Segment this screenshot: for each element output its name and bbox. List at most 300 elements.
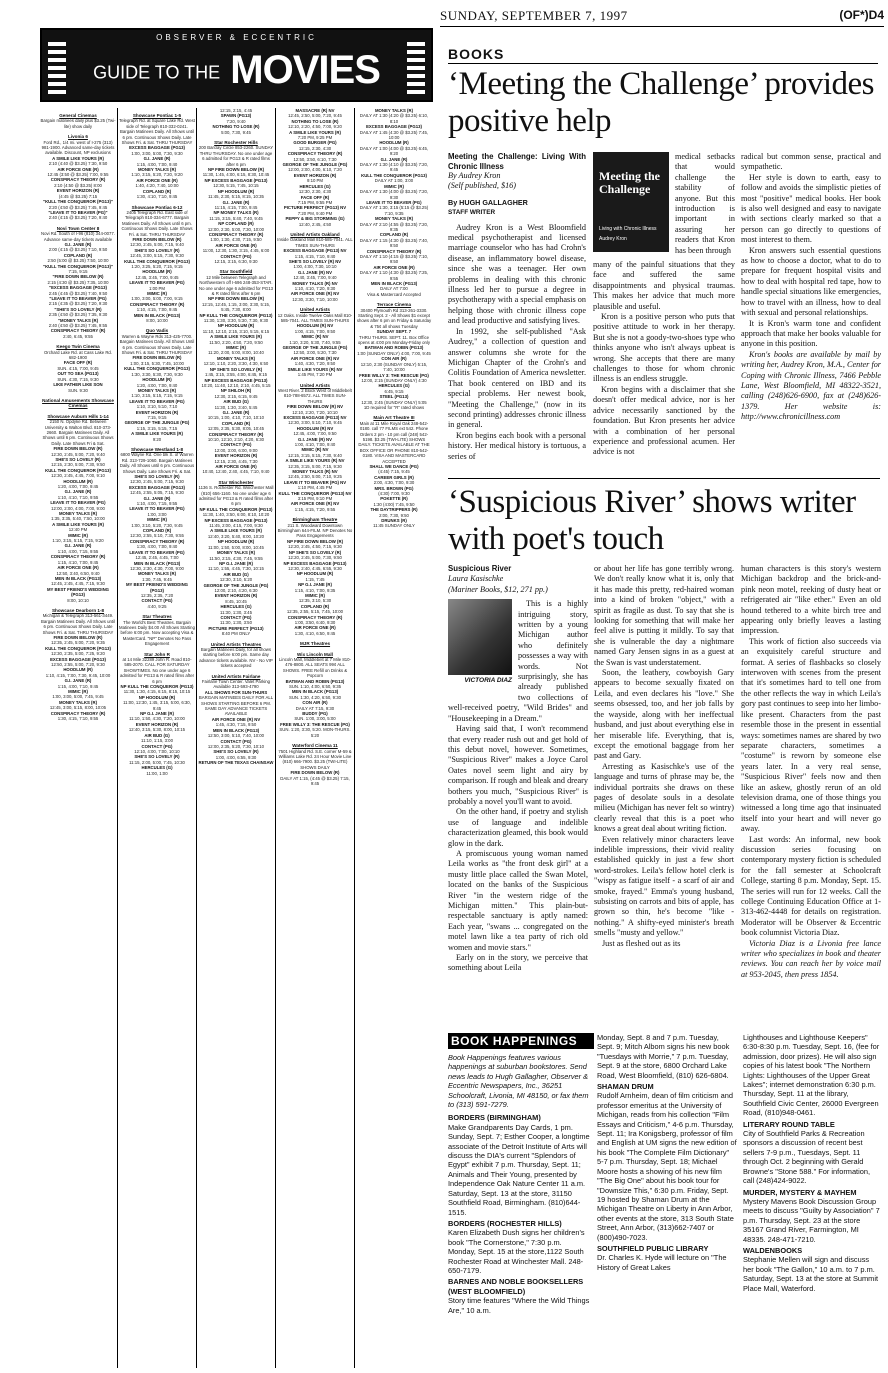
showtimes: 2:15 (4:35 @ $3.25) 7:20, 9:30	[48, 301, 108, 307]
cover-title: Meeting the Challenge	[599, 169, 660, 196]
listing-entry	[119, 517, 195, 528]
theater-name: Livonia 6	[68, 134, 88, 140]
showtimes: DAILY AT 1:30, 3:15 (5:15 @ $3.25) 7:10, 9:35	[359, 205, 429, 216]
showtimes: 11:30, 1:40, 3:50, 6:00, 8:10, 10:20	[202, 512, 270, 518]
film-title: MIMIC (R)	[68, 532, 88, 538]
listing-entry	[198, 480, 274, 507]
film-title: EVENT HORIZON (R)	[214, 453, 258, 459]
listing-entry	[119, 539, 195, 550]
showtimes: Bargain Matinees Daily, for all shows starting before 6:00 pm. Same day advance tickets available. NV - No VIP tickets accepted	[199, 647, 273, 669]
showtimes: 1:00, 3:00, 5:00, 7:30, 9:30	[131, 150, 183, 156]
listing-entry	[198, 561, 274, 572]
listing-entry	[277, 743, 353, 770]
listing-entry	[198, 760, 274, 765]
theater-name: Keego Twin Cinema	[56, 344, 100, 350]
listing-entry	[40, 285, 116, 296]
film-title: MIMIC (R)	[68, 689, 88, 695]
showtimes: 12:30, 2:30, 4:30	[298, 189, 332, 195]
film-title: EXCESS BAGGAGE (PG13)	[129, 484, 185, 490]
film-title: CONSPIRACY THEORY (R)	[129, 301, 185, 307]
film-title: NP EXCESS BAGGAGE (PG13)	[204, 517, 268, 523]
listing-entry	[198, 690, 274, 717]
paragraph: It is Kron's warm tone and confident approach that make her books valuable for anyone in this position.	[741, 318, 881, 349]
movie-guide	[40, 28, 433, 1368]
showtimes: 12:30, 2:45, 5:00, 7:20, 9:40	[51, 451, 105, 457]
listing-entry	[119, 313, 195, 324]
film-title: GEORGE OF THE JUNGLE (PG)	[282, 162, 348, 168]
happenings-list	[597, 1033, 737, 1272]
listing-entry	[198, 221, 274, 232]
showtimes: 7:20 PM, 9:40 PM	[297, 210, 333, 216]
film-title: FIRE DOWN BELOW (R)	[132, 355, 182, 361]
listing-entry	[356, 394, 432, 405]
listing-entry	[40, 543, 116, 554]
showtimes: 1:30, 4:10, 7:10, 9:45	[136, 194, 178, 200]
happening-venue: WALDENBOOKS	[743, 1245, 803, 1255]
paragraph: A promiscuous young woman named Leila works as "the front desk girl" at a musty little place called the Swan Motel, located on the banks of the Suspicious River "in the western ridge of the Michigan mitten." This plain-but-respectable sanctuary is aptly named: Each year, "swans ... congregated on the motel lawn like a tea party of rich old women and movie stars."	[448, 848, 588, 952]
film-title: "MONEY TALKS (R)	[57, 317, 99, 323]
listing-entry	[356, 518, 432, 529]
film-title: MIMIC (R) NV	[301, 334, 329, 340]
showtimes: 1:00, 1:30, 4:30, 7:15, 9:50	[210, 237, 262, 243]
banner-title	[42, 44, 431, 98]
showtimes: 12:30, 2:30, 4:30, 7:00, 9:00	[130, 565, 184, 571]
film-title: MEN IN BLACK (PG13)	[370, 281, 418, 286]
listing-entry	[198, 243, 274, 254]
film-title: NP SHILOH (R)	[220, 388, 252, 394]
film-title: GOOD BURGER (PG)	[293, 140, 337, 146]
showtimes: 12:30, 3:10, 5:20	[219, 577, 253, 583]
listing-entry	[356, 249, 432, 265]
showtimes: 12:45, 3:00, 5:15, 8:00, 10:05	[49, 705, 107, 711]
film-title: EXCESS BAGGAGE (PG13)	[50, 656, 106, 662]
listing-entry	[277, 108, 353, 119]
listing-entry	[119, 113, 195, 145]
film-title: COPLAND (R)	[142, 528, 172, 534]
film-title: NP HOODLUM (R)	[217, 539, 255, 545]
showtimes: The World's Best Theatres. Bargain Matinees Daily $4.00 All Shows Starting before 6:00 pm. Now accepting Visa & MasterCard. "NP" Denotes No Pass Engagement	[119, 619, 195, 647]
film-title: "KULL THE CONQUEROR (PG13)"	[43, 199, 113, 205]
film-title: MEN IN BLACK (PG13)	[133, 560, 181, 566]
film-title: CONTACT (PG)	[141, 598, 173, 604]
showtimes: 6:45, 9:15	[384, 388, 404, 394]
film-title: MONEY TALKS (R)	[58, 699, 98, 705]
paragraph: Audrey Kron is a West Bloomfield medical psychotherapist and licensed marriage counselor who has had Crohn's disease, an inflammatory bowel disease, since she was a teenager. Her own problems in dealing with this chronic illness led her to pursue a degree in psychotherapy with a special emphasis on helping those with chronic illness cope and lead productive and satisfying lives.	[448, 222, 586, 326]
film-title: AIR BUD (G)	[223, 571, 249, 577]
listing-entry	[198, 749, 274, 760]
showtimes: 1:00, 3:00	[147, 511, 167, 517]
film-title: "FIRE DOWN BELOW (R)	[52, 274, 104, 280]
listing-entry	[40, 177, 116, 188]
listing-entry	[198, 518, 274, 529]
listing-entry	[277, 458, 353, 469]
listing-entry	[198, 399, 274, 410]
film-title: MIMIC (R)	[226, 345, 246, 351]
showtimes: 1:10, 4:00, 7:15, 9:55	[57, 548, 99, 554]
paragraph: Kron begins with a disclaimer that she doesn't offer medical advice, nor is her advice necessarily sanctioned by the foundation. But Kron presents her advice with a combination of her personal experience and professional acumen. Her advice is not	[593, 384, 735, 457]
listing-entry	[40, 479, 116, 490]
article-rule	[448, 478, 880, 479]
listing-entry	[40, 274, 116, 285]
column-divider	[117, 108, 118, 1368]
showtimes: 1:10, 4:10, 7:10, 9:55	[57, 494, 99, 500]
film-title: LEAVE IT TO BEAVER (PG)	[129, 398, 185, 404]
showtimes: SUN. 4:15, 7:00, 9:45	[57, 365, 99, 371]
film-title: AIR FORCE ONE (R) NV	[290, 355, 340, 361]
theater-name: Showcase Dearborn 1-8	[51, 607, 105, 613]
showtimes: 11:10, 1:15, 3:00	[141, 738, 173, 744]
listing-entry	[198, 167, 274, 178]
listing-entry	[277, 447, 353, 458]
listing-entry	[40, 533, 116, 544]
showtimes: DAILY AT 1:00 (4:00 @ $3.25) 6:45, 9:20	[359, 145, 429, 157]
film-title: CAREER GIRLS (R)	[374, 474, 414, 480]
listing-entry	[119, 167, 195, 178]
showtimes: (4:45 @ $3.25) 7:15	[58, 193, 98, 199]
showtimes: 2:45 (4:45 @ $3.25) 7:40, 9:50	[48, 290, 108, 296]
film-title: OUT TO SEA (PG13)	[57, 371, 99, 377]
showtimes: 2:40 (4:15 @ $3.25) 7:20, 9:40	[48, 215, 108, 221]
listing-entry	[277, 582, 353, 593]
showtimes: 11:10, 12:10, 2:15, 3:10, 5:15, 6:15	[202, 328, 270, 334]
listing-entry	[356, 173, 432, 184]
paragraph: radical but common sense, practical and sympathetic.	[741, 152, 881, 172]
film-title: MEN IN BLACK (PG13)	[133, 312, 181, 318]
listing-entry	[119, 474, 195, 485]
film-title: CONTACT (PG)	[220, 738, 252, 744]
listing-entry	[198, 296, 274, 312]
showtimes: 12:50, 3:00, 5:20, 7:30	[293, 350, 337, 356]
listing-entry	[40, 307, 116, 318]
showtimes: 11:30, 1:30, 3:30, 5:30, 7:30, 9:30	[203, 318, 269, 324]
showtimes: 1:30 (4:00) 7:45, 9:50	[373, 501, 415, 507]
listing-entry	[356, 265, 432, 281]
showtimes: SUN. 9:30	[68, 387, 88, 393]
film-title: EVENT HORIZON (R)	[135, 409, 179, 415]
film-title: NP MONEY TALKS (R)	[213, 210, 259, 216]
film-title: SHE'S SO LOVELY (R)	[55, 456, 101, 462]
theater-name: National Amusements Showcase Cinemas	[42, 397, 114, 409]
film-title: NP KULL THE CONQUEROR (PG13)	[199, 506, 273, 512]
listing-entry	[277, 270, 353, 281]
theater-name: United Artists	[300, 307, 330, 313]
listing-entry	[40, 554, 116, 565]
listing-entry	[40, 711, 116, 722]
showtimes: 1:40, 4:20, 7:40, 10:00	[135, 183, 179, 189]
meeting-byline: By HUGH GALLAGHER	[448, 197, 528, 207]
paragraph: medical setbacks that would challenge the stability of anyone. But this introduction is important in assuring her readers that Kron has been through	[675, 152, 735, 255]
listing-entry	[198, 356, 274, 367]
film-title: CONTACT (PG)	[220, 442, 252, 448]
showtimes: 12:00, 2:15 (SUNDAY ONLY) 4:30	[361, 377, 427, 383]
showtimes: SUN. 1:10, 4:00, 6:50, 9:35	[288, 684, 342, 690]
listing-entry	[198, 210, 274, 221]
theater-name: United Artists Fairlane	[211, 673, 261, 679]
listing-entry	[198, 642, 274, 669]
suspicious-book-title: Suspicious River	[448, 564, 512, 573]
film-title: MEN IN BLACK (PG13)	[212, 727, 260, 733]
listing-entry	[40, 188, 116, 199]
film-title: G.I. JANE (R)	[222, 409, 250, 415]
listing-entry	[40, 210, 116, 221]
film-title: MIMIC (R) NV	[301, 447, 329, 453]
listing-entry	[198, 728, 274, 739]
showtimes: 2405 Telegraph Rd. East side of Telegraph 810-334-6777. Bargain Matinees Daily. All Shows until 6 pm. Continuous Shows Daily. Late Shows Fri. & Sat. THRU THURSDAY	[121, 209, 193, 237]
showtimes: DAILY AT 1:15, (4:45 @ $3.25) 7:15, 9:45	[280, 775, 350, 786]
happenings-col-2	[597, 1033, 737, 1369]
film-title: LEAVE IT TO BEAVER (PG) NV	[283, 479, 347, 485]
showtimes: 1:45 PM, 7:20 PM	[297, 372, 333, 378]
showtimes: 1:15, 7:45	[305, 576, 325, 582]
showtimes: 1:30, 3:30, 5:30, 7:30, 9:30	[131, 371, 183, 377]
showtimes: 1:40, 4:30, 7:20, 9:50	[294, 361, 336, 367]
showtimes: 1:15, 4:10, 7:00, 9:35	[294, 587, 336, 593]
showtimes: 1:20, 3:25, 5:20, 7:15, 9:15	[131, 263, 183, 269]
showtimes: 12:30, 3:15, 6:15, 9:45	[214, 393, 258, 399]
listing-entry	[40, 264, 116, 275]
film-title: KULL THE CONQUEROR (PG13) NV	[278, 490, 352, 496]
film-title: CONSPIRACY THEORY (R)	[208, 431, 264, 437]
listing-entry	[277, 140, 353, 151]
listing-entry	[119, 652, 195, 684]
listing-entry	[198, 113, 274, 124]
showtimes: 12:45, 2:45, 4:45, 7:00	[135, 555, 179, 561]
showtimes: 6800 Wayne Rd. One blk S. of Warren Rd. 313-729-1060. Bargain Matinees Daily. All Shows until 6 pm. Continuous Shows Daily. Late Shows Fri. & Sat.	[119, 452, 195, 474]
film-title: AIR FORCE ONE (R) NV	[290, 501, 340, 507]
paragraph: Early on in the story, we perceive that something about Leila	[448, 953, 588, 973]
listing-entry	[277, 195, 353, 206]
film-title: SHE'S SO LOVELY (R) NV	[288, 258, 342, 264]
showtimes: 12:45, 2:50, 5:00, 7:20, 9:45	[288, 113, 342, 119]
film-title: NP COPLAND (R)	[218, 221, 254, 227]
listing-entry	[40, 318, 116, 329]
showtimes: 11:30, 1:30, 3:40, 5:45	[214, 404, 258, 410]
film-title: FACE OFF (R)	[63, 360, 93, 366]
page-number: (OF*)D4	[839, 8, 884, 22]
showtimes: 12:10, 1:10, 2:20, 3:30, 4:30, 6:50	[203, 361, 269, 367]
listing-entry	[198, 583, 274, 594]
meeting-staff: STAFF WRITER	[448, 209, 496, 217]
showtimes: SUN. 1:30, 4:20, 6:50, 9:30	[288, 694, 342, 700]
film-title: NP HOODLUM (R)	[296, 571, 334, 577]
theater-name: Star Southfield	[219, 269, 253, 275]
showtimes: 9:20	[152, 436, 162, 442]
showtimes: 1:10, 4:10, 7:20, 9:30	[294, 286, 336, 291]
meeting-col-2-top	[675, 152, 735, 256]
listing-entry	[119, 447, 195, 474]
film-title: G.I. JANE (R)	[222, 199, 250, 205]
film-title: NP KULL THE CONQUEROR (PG13)	[199, 312, 273, 318]
film-title: MEN IN BLACK (PG13)	[291, 689, 339, 695]
showtimes: 11:30, 1:30, 4:15, 6:15, 8:15, 10:15	[123, 689, 191, 695]
showtimes: 1:10, 3:10, 5:10, 7:10	[136, 404, 178, 410]
showtimes: 11:10, 1:50, 4:30, 7:20, 10:00	[129, 716, 185, 722]
film-title: AIR FORCE ONE (R) NV	[290, 291, 340, 297]
listing-entry	[198, 550, 274, 561]
listing-entry	[277, 162, 353, 173]
listing-entry	[198, 124, 274, 135]
showtimes: 12:45, 3:45, 7:00, 9:45	[135, 274, 179, 280]
suspicious-headline: ‘Suspicious River’ shows writer with poet's touch	[448, 484, 856, 557]
showtimes: 7:20, 9:40	[226, 118, 246, 124]
happening-text: Monday, Sept. 8 and 7 p.m. Tuesday, Sept. 9; Mitch Albom signs his new book "Tuesdays with Morrie," 7 p.m. Tuesday, Sept. 9 at the store, 6800 Orchard Lake Road, West Bloomfield, (810) 626-6804.	[597, 1033, 730, 1080]
paragraph: human characters is this story's western Michigan backdrop and the brick-and-pink neon motel, reeking of dusty heat or refrigerated air "like ether." Even an old hound tethered to a white birch tree and appearing only briefly leaves a lasting impression.	[741, 564, 881, 636]
listing-entry	[119, 399, 195, 410]
film-title: NP HOODLUM (R)	[217, 188, 255, 194]
happening-text: Rudolf Arnheim, dean of film criticism and professor emeritus at the University of Michigan, reads from his collection "Film Essays and Criticism," 4-6 p.m. Thursday, Sept. 11; Ira Konigsberg, professor of film and English at UM signs the new edition of his book "The Complete Film Dictionary" 5-7 p.m. Thursday, Sept. 18; Michael Moore hosts a showing of his new film "The Big One" about his book tour for "Downsize This," 6:30 p.m. Friday, Sept. 19 hosted by Shaman Drum at the Michigan Theatre on Liberty in Ann Arbor, other events at the store, 313 South State Street, Ann Arbor, (313)662-7407 or (800)490-7023.	[597, 1091, 737, 1242]
listing-entry	[119, 178, 195, 189]
listing-entry	[119, 388, 195, 399]
film-title: NP FIRE DOWN BELOW (R)	[207, 296, 264, 302]
film-title: KULL THE CONQUEROR (PG13)	[45, 467, 111, 473]
happening-text: City of Southfield Parks & Recreation sponsors a discussion of recent best sellers 7-9 p.m., Tuesdays, Sept. 11 through Oct. 2 beginning with Gerald Browne's "Stone 588." For information, call (248)424-9022.	[743, 1129, 871, 1186]
film-title: "LEAVE IT TO BEAVER (PG)	[49, 296, 107, 301]
film-title: NOTHING TO LOSE (R)	[291, 118, 339, 124]
showtimes: 9:10 PM	[306, 178, 323, 184]
showtimes: Novi Rd. South of I-96 (810) 344-0077. Advance same-day tickets available	[40, 231, 116, 242]
showtimes: SUN. 1:00, 3:00, 5:00	[294, 716, 336, 722]
film-title: EXCESS BAGGAGE (PG13)	[129, 145, 185, 151]
listing-entry	[40, 646, 116, 657]
film-title: AIR BUD (G)	[144, 732, 170, 738]
suspicious-publisher: (Mariner Books, $12, 271 pp.)	[448, 584, 548, 594]
listing-entry	[277, 345, 353, 356]
showtimes: Warren & Wayne Rds 313-425-7700. Bargain Matinees Daily. All Shows Until 6 pm. Continuous Shows Daily. Late Shows Fri. & Sat. THRU THURSDAY	[119, 333, 195, 356]
film-title: MONEY TALKS (R)	[58, 511, 98, 517]
showtimes: 5:00, 7:30, 9:45	[221, 129, 251, 135]
showtimes: 12 Oaks. Inside Twelve Oaks Mall 810-585-7041. ALL TIMES SUN-THURS	[277, 312, 353, 324]
film-title: CONSPIRACY THEORY (R)	[50, 328, 106, 334]
showtimes: 12:50, 2:55, 5:00, 7:20, 9:30	[51, 662, 105, 667]
showtimes: 7:15, 9:15	[147, 414, 167, 420]
listing-entry	[40, 414, 116, 446]
film-title: EVENT HORIZON (R)	[293, 172, 337, 178]
listing-entry	[277, 356, 353, 367]
page-date: SUNDAY, SEPTEMBER 7, 1997	[440, 8, 628, 23]
showtimes: 1:15, 4:15, 7:20, 9:55	[294, 506, 336, 512]
showtimes: 12:45, 4:00, 7:00, 9:50	[293, 431, 337, 437]
film-title: A SMILE LIKE YOURS (R)	[52, 155, 104, 161]
listing-entry	[40, 489, 116, 500]
listing-entry	[198, 739, 274, 750]
film-title: G.I. JANE (R)	[143, 495, 171, 501]
showtimes: 12:15, 2:30, 4:45, 7:30	[214, 458, 258, 464]
showtimes: 1:30, 4:10, 6:50, 9:45	[294, 630, 336, 636]
film-title: HERCULES (G)	[299, 183, 331, 189]
listing-entry	[40, 134, 116, 156]
listing-entry	[277, 291, 353, 302]
listing-entry	[198, 269, 274, 296]
listing-entry	[356, 496, 432, 507]
film-title: A SMILE LIKE YOURS (R)	[210, 528, 262, 534]
listing-entry	[277, 593, 353, 604]
paragraph: or about her life has gone terribly wrong. We don't really know what it is, only that it has made this pretty, red-haired woman into a kind of broken "object," with a spirit as fragile as dust. To say that she is looking for something that will make her feel alive is putting it mildly. To say that she is vulnerable the day a nightmare named Gary Jensen signs in as a guest at the Swan is vast understatement.	[594, 564, 734, 667]
listing-entry	[277, 173, 353, 184]
book-cover-image	[593, 152, 669, 252]
showtimes: 12:00, 2:30, 5:00, 7:30, 10:00	[207, 226, 265, 232]
listing-entry	[198, 674, 274, 690]
listing-entry	[277, 571, 353, 582]
listing-entry	[40, 565, 116, 576]
showtimes: 12:15, 3:15, 5:15, 7:30, 9:40	[288, 452, 342, 458]
theater-name: United Artists Theatres	[210, 641, 262, 647]
listing-entry	[119, 711, 195, 722]
theater-name: Birmingham Theatre	[292, 517, 338, 523]
listing-entry	[198, 442, 274, 453]
film-title: HOODLUM (R)	[142, 377, 172, 383]
film-title: NP G.I. JANE (R)	[219, 560, 253, 566]
film-title: GEORGE OF THE JUNGLE (PG)	[203, 582, 269, 588]
listing-entry	[119, 302, 195, 313]
showtimes: 12:10, 2:20, 4:50, 7:00, 9:20	[288, 124, 342, 130]
cover-author: Audrey Kron	[599, 236, 627, 242]
listing-entry	[119, 189, 195, 200]
theater-name: Wix Lincoln Mall	[297, 651, 333, 657]
showtimes: 12:10, 2:30 (SUNDAY ONLY) 5:15, 7:40, 10:00	[360, 361, 428, 373]
showtimes: Michigan & Telegraph 313-561-3449. Bargain Matinees Daily. All Shows until 6 pm. Continuous Shows Daily. Late Shows Fri. & Sat. THRU THURSDAY	[41, 613, 115, 635]
listing-entry	[40, 371, 116, 382]
film-title: KULL THE CONQUEROR (PG13)	[124, 366, 190, 372]
film-title: CONSPIRACY THEORY (R)	[208, 231, 264, 237]
showtimes: 12:30, 2:35, 5:00, 7:25, 9:20	[51, 651, 105, 657]
showtimes: 1:00, 3:00, 5:00, 7:45, 9:45	[52, 694, 104, 700]
film-title: MONEY TALKS (R)	[374, 216, 414, 222]
showtimes: 11:00, 1:50, 5:00, 8:00, 10:45	[208, 544, 264, 550]
listing-entry	[119, 237, 195, 248]
listing-entry	[119, 328, 195, 355]
film-title: MONEY TALKS (R)	[216, 550, 256, 556]
showtimes: 200 Barclay Circle 853-2260. SUNDAY THRU THURSDAY. No one under age 6 admitted for PG13 & R rated films after 6 pm	[198, 145, 274, 167]
showtimes: 211 S. Woodward Downtown Birmingham 644-FILM. NP Denotes No Pass Engagements	[277, 522, 353, 539]
film-title: COPLAND (R)	[142, 188, 172, 194]
listing-entry	[356, 292, 432, 297]
showtimes: 11:00, 12:30, 1:45, 3:15, 5:00, 6:30, 9:45	[123, 700, 191, 711]
listing-entry	[277, 259, 353, 270]
showtimes: 1:10 PM, 4:45 PM	[297, 485, 333, 491]
film-title: RETURN OF THE TEXAS CHAINSAW	[198, 760, 274, 766]
listing-entry	[198, 593, 274, 604]
showtimes: (4:30) 7:00, 9:30	[378, 491, 410, 497]
showtimes: Inside Oakland Mall 810-585-7041. ALL TIMES SUN-THURS	[277, 237, 353, 248]
showtimes: 11:20, 2:00, 5:00, 8:00, 10:40	[208, 350, 264, 356]
film-title: EXCESS BAGGAGE (PG13) NV	[283, 248, 347, 254]
film-title: MONEY TALKS (R)	[216, 355, 256, 361]
film-title: SHE'S SO LOVELY (R)	[134, 247, 180, 253]
happening-text: Dr. Charles K. Hyde will lecture on "The History of Great Lakes	[597, 1253, 727, 1272]
showtimes: 12:40, 2:45, 4:50	[298, 221, 332, 227]
listing-entry	[198, 604, 274, 615]
showtimes: 8:40 PM ONLY	[221, 631, 251, 637]
listing-entry	[277, 232, 353, 248]
showtimes: 12:50, 3:50, 6:10, 7:30	[293, 156, 337, 162]
showtimes: 2:20 (4:50 @ $3.25) 7:45, 9:45	[48, 204, 108, 210]
listing-entry	[119, 377, 195, 388]
showtimes: 11:50, 2:20, 4:50, 7:20, 9:50	[209, 339, 263, 345]
column-divider	[354, 108, 355, 1368]
showtimes: 7:15 PM, 9:55 PM	[297, 199, 333, 205]
listing-entry	[119, 614, 195, 646]
paragraph: This is a highly intriguing story, written by a young Michigan author who definitely possesses a way with words. Not surprisingly, she has already published two collections of well-received poetry, "Wild Brides" and "Housekeeping in a Dream."	[448, 599, 588, 723]
showtimes: 8:00, 10:10	[67, 597, 89, 603]
showtimes: 1:00, 4:00, 6:55, 9:30	[215, 754, 257, 760]
listing-entry	[277, 119, 353, 130]
paragraph: This work of fiction also succeeds via an exquisitely careful structure and format. A series of flashbacks so closely interwoven with scenes from the present that it's sometimes hard to tell one from the other reflects the way in which Leila's gory past continues to seep into her limbo-like present. Characters from the past resemble those in the present in essential ways: sometimes names are shared by two separate characters, sometimes a "costume" is reworn by someone else years later. In a very real sense, "Suspicious River" feels now and then like an askew, ghostly rerun of an old television drama, one of those things you witnessed a long time ago that insinuated itself into your heart and will never go away.	[741, 636, 881, 834]
showtimes: 12:35, 2:45, 5:00, 7:20, 9:35	[51, 640, 105, 646]
showtimes: 1136 S. Rochester Rd. Winchester Mall (810) 656-1160. No one under age 6 admitted for PG13 & R rated films after 6 pm	[198, 485, 274, 507]
film-title: NP EXCESS BAGGAGE (PG13)	[283, 560, 347, 566]
theater-name: Showcase Auburn Hills 1-14	[47, 413, 109, 419]
suspicious-col-1	[448, 564, 588, 974]
